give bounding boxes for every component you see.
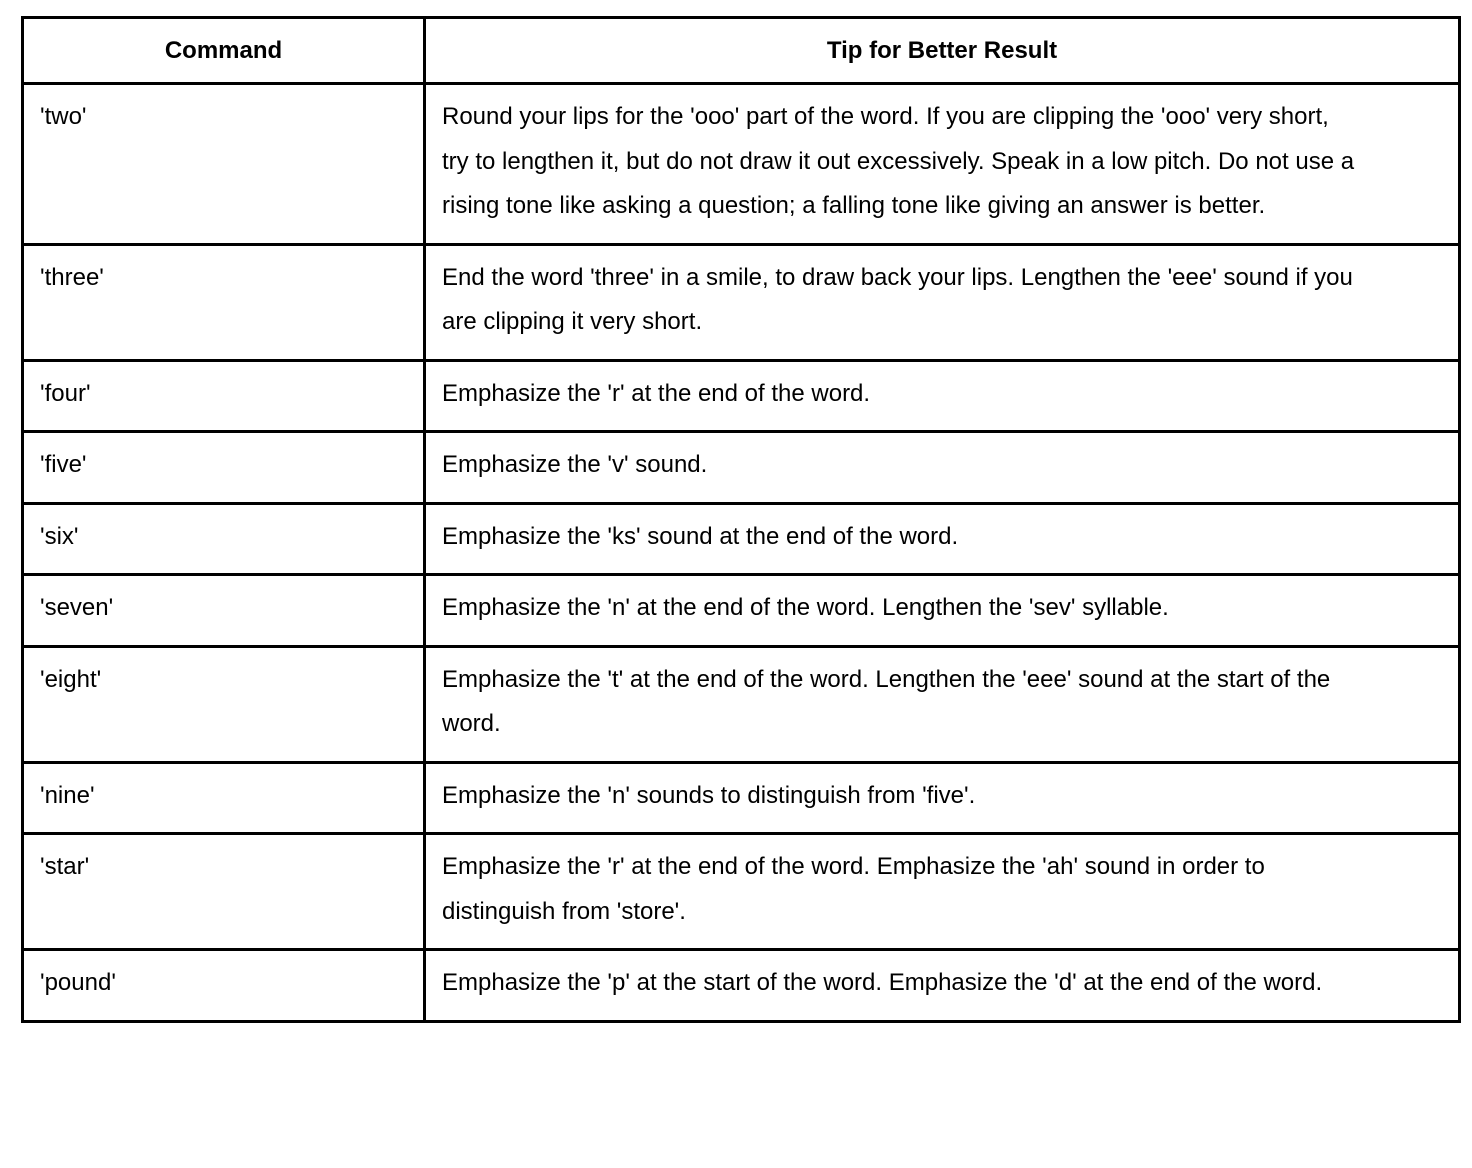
tip-cell [425, 432, 1460, 504]
tip-cell [425, 762, 1460, 834]
command-cell [23, 646, 425, 762]
command-text: 'two' [40, 103, 87, 130]
table-row [23, 762, 1460, 834]
tip-cell [425, 84, 1460, 245]
column-header-tip: Tip for Better Result [425, 18, 1460, 84]
table-row [23, 244, 1460, 360]
tip-text: Emphasize the 'v' sound. [442, 451, 708, 478]
table-row [23, 360, 1460, 432]
command-cell [23, 244, 425, 360]
tip-text: End the word 'three' in a smile, to draw back your lips. Lengthen the 'eee' sound if you are clipping it very short. [442, 263, 1353, 335]
table-row [23, 432, 1460, 504]
tip-cell [425, 834, 1460, 950]
command-text: 'six' [40, 522, 79, 550]
tip-text: Emphasize the 't' at the end of the word. Lengthen the 'eee' sound at the start of the word. [442, 665, 1331, 737]
tip-text: Emphasize the 'r' at the end of the word. Emphasize the 'ah' sound in order to distinguish from 'store'. [442, 853, 1265, 925]
tip-cell [425, 950, 1460, 1022]
command-cell [23, 503, 425, 575]
command-text: 'star' [40, 853, 90, 880]
command-cell [23, 84, 425, 245]
tip-text: Emphasize the 'r' at the end of the word. [442, 379, 871, 407]
command-cell [23, 432, 425, 504]
column-header-command: Command [23, 18, 425, 84]
tip-cell [425, 575, 1460, 647]
table-row [23, 834, 1460, 950]
table-row [23, 575, 1460, 647]
table-row [23, 950, 1460, 1022]
command-text: 'nine' [40, 781, 95, 809]
tip-cell [425, 646, 1460, 762]
command-cell [23, 360, 425, 432]
command-text: 'five' [40, 451, 87, 478]
table-row [23, 646, 1460, 762]
command-cell [23, 834, 425, 950]
tip-cell [425, 244, 1460, 360]
command-cell [23, 762, 425, 834]
command-text: 'pound' [40, 969, 116, 996]
tip-text: Emphasize the 'p' at the start of the word. Emphasize the 'd' at the end of the word. [442, 969, 1323, 996]
command-text: 'four' [40, 379, 91, 407]
tip-cell [425, 360, 1460, 432]
tip-text: Emphasize the 'n' at the end of the word. Lengthen the 'sev' syllable. [442, 594, 1169, 621]
command-text: 'seven' [40, 594, 114, 621]
table-row [23, 84, 1460, 245]
command-cell [23, 950, 425, 1022]
tip-cell [425, 503, 1460, 575]
command-text: 'eight' [40, 665, 102, 693]
command-cell [23, 575, 425, 647]
command-text: 'three' [40, 263, 104, 291]
header-row [23, 18, 1460, 84]
tip-text: Round your lips for the 'ooo' part of the word. If you are clipping the 'ooo' very short, try to lengthen it, but do not draw it out excessively. Speak in a low pitch. Do not use a rising tone like asking a question; a falling tone like giving an answer is better. [442, 103, 1355, 219]
command-tips-table [21, 16, 1461, 1023]
table-row [23, 503, 1460, 575]
tip-text: Emphasize the 'ks' sound at the end of the word. [442, 522, 959, 550]
tip-text: Emphasize the 'n' sounds to distinguish from 'five'. [442, 781, 976, 809]
